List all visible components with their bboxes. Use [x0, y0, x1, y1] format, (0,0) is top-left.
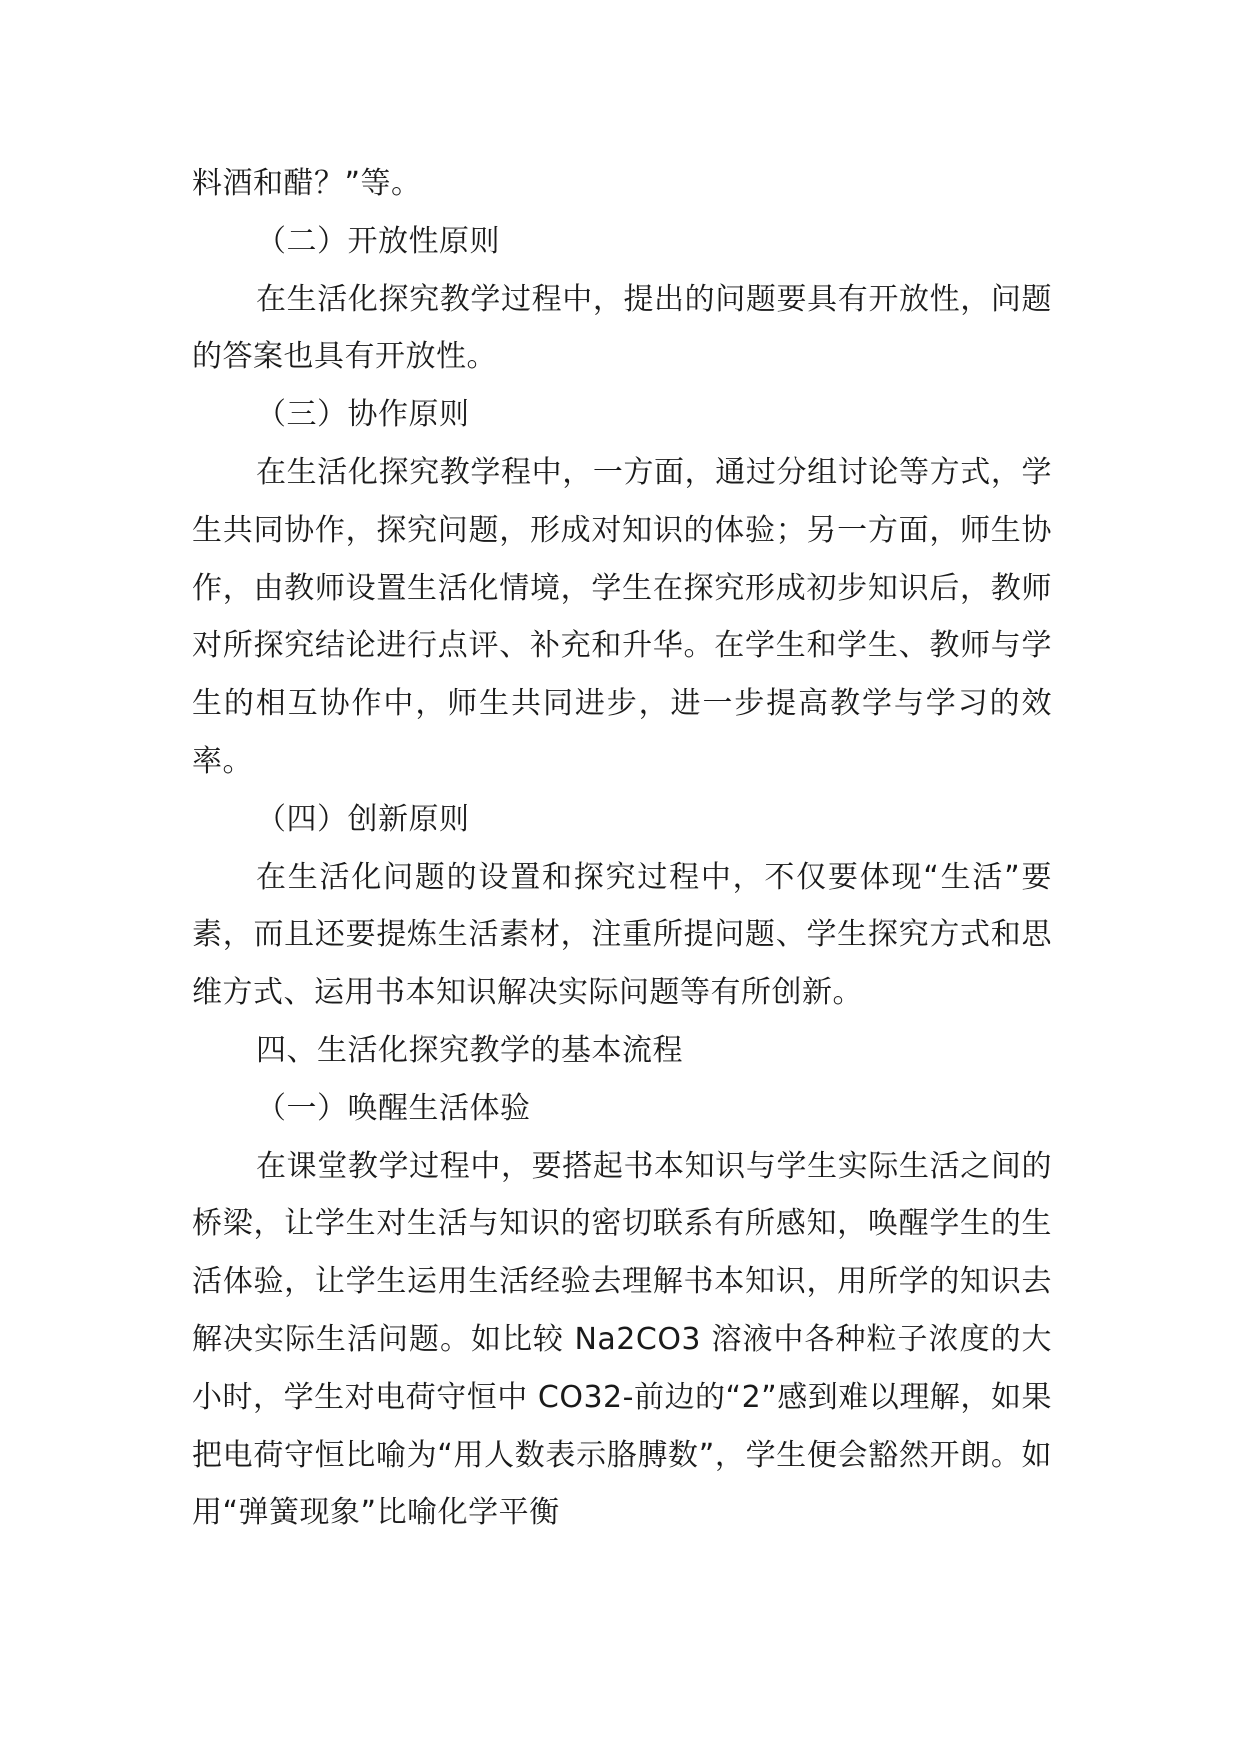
section-heading-awaken-experience: （一）唤醒生活体验	[256, 1090, 531, 1126]
section-heading-innovation-principle: （四）创新原则	[256, 801, 470, 837]
section-heading-collaboration-principle: （三）协作原则	[256, 397, 470, 433]
paragraph-innovation-principle: 在生活化问题的设置和探究过程中，不仅要体现“生活”要素，而且还要提炼生活素材，注重所提问题、学生探究方式和思维方式、运用书本知识解决实际问题等有所创新。	[192, 859, 1052, 1011]
section-heading-basic-process: 四、生活化探究教学的基本流程	[256, 1032, 683, 1068]
document-body	[192, 155, 1052, 1542]
section-heading-open-principle: （二）开放性原则	[256, 223, 500, 259]
paragraph-awaken-experience: 在课堂教学过程中，要搭起书本知识与学生实际生活之间的桥梁，让学生对生活与知识的密切联系有所感知，唤醒学生的生活体验，让学生运用生活经验去理解书本知识，用所学的知识去解决实际生活问题。如比较 Na2CO3 溶液中各种粒子浓度的大小时，学生对电荷守恒中 CO32-前边的“2”感到难以理解，如果把电荷守恒比喻为“用人数表示胳膊数”，学生便会豁然开朗。如用“弹簧现象”比喻化学平衡	[192, 1148, 1052, 1531]
paragraph-continuation: 料酒和醋？”等。	[192, 166, 422, 201]
paragraph-open-principle: 在生活化探究教学过程中，提出的问题要具有开放性，问题的答案也具有开放性。	[192, 281, 1052, 375]
paragraph-collaboration-principle: 在生活化探究教学程中，一方面，通过分组讨论等方式，学生共同协作，探究问题，形成对知识的体验；另一方面，师生协作，由教师设置生活化情境，学生在探究形成初步知识后，教师对所探究结论进行点评、补充和升华。在学生和学生、教师与学生的相互协作中，师生共同进步，进一步提高教学与学习的效率。	[192, 454, 1052, 779]
